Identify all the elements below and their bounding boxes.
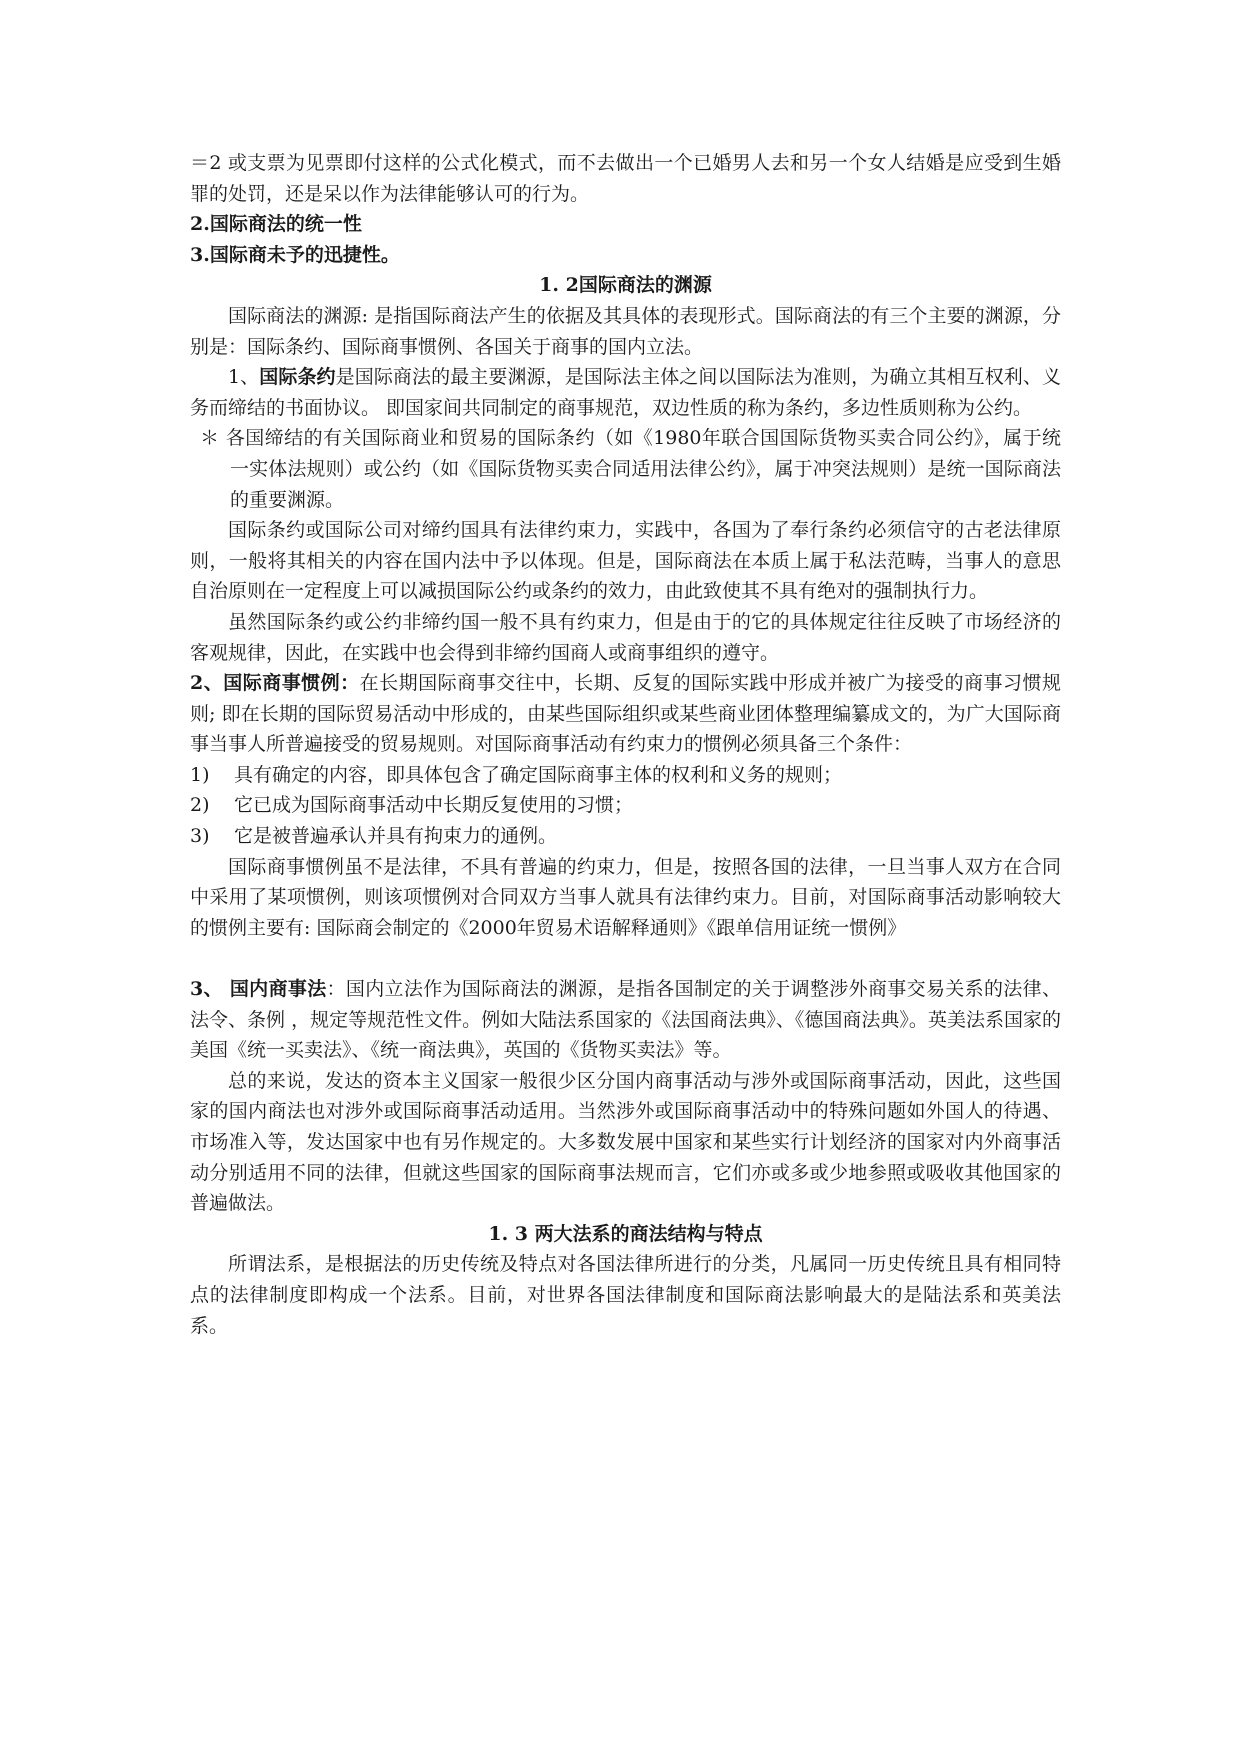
- paragraph-sources: 国际商法的渊源: 是指国际商法产生的依据及其具体的表现形式。国际商法的有三个主要的渊源，分别是：国际条约、国际商事惯例、各国关于商事的国内立法。: [190, 304, 1061, 358]
- list-item: [190, 790, 1061, 821]
- list-number: 3): [190, 825, 210, 848]
- treaty-term: 国际条约: [259, 366, 336, 389]
- list-text: 它已成为国际商事活动中长期反复使用的习惯；: [234, 794, 634, 817]
- paragraph-binding: 国际条约或国际公司对缔约国具有法律约束力，实践中，各国为了奉行条约必须信守的古老法律原则，一般将其相关的内容在国内法中予以体现。但是，国际商法在本质上属于私法范畴，当事人的意思自治原则在一定程度上可以减损国际公约或条约的效力，由此致使其不具有绝对的强制执行力。: [190, 519, 1061, 603]
- bullet-treaties: ＊ 各国缔结的有关国际商业和贸易的国际条约（如《1980年联合国国际货物买卖合同公约》，属于统一实体法规则）或公约（如《国际货物买卖合同适用法律公约》，属于冲突法规则）是统一国际商法的重要渊源。: [200, 427, 1061, 511]
- list-item: [190, 821, 1061, 852]
- domestic-label: 3、 国内商事法: [190, 978, 327, 1001]
- custom-text: 在长期国际商事交往中，长期、反复的国际实践中形成并被广为接受的商事习惯规则; 即在长期的国际贸易活动中形成的，由某些国际组织或某些商业团体整理编纂成文的，为广大国际商事当事人所普遍接受的贸易规则。对国际商事活动有约束力的惯例必须具备三个条件：: [190, 672, 1061, 756]
- paragraph-nonparty: 虽然国际条约或公约非缔约国一般不具有约束力，但是由于的它的具体规定往往反映了市场经济的客观规律，因此，在实践中也会得到非缔约国商人或商事组织的遵守。: [190, 610, 1061, 664]
- list-number: 1): [190, 763, 210, 786]
- paragraph-legal-family: 所谓法系，是根据法的历史传统及特点对各国法律所进行的分类，凡属同一历史传统且具有相同特点的法律制度即构成一个法系。目前，对世界各国法律制度和国际商法影响最大的是陆法系和英美法系。: [190, 1253, 1061, 1337]
- blank-line: [190, 943, 1061, 974]
- section-title-1-2: 1. 2国际商法的渊源: [539, 274, 712, 297]
- heading-speed: 3.国际商未予的迅捷性。: [190, 243, 400, 266]
- section-title-1-3: 1. 3 两大法系的商法结构与特点: [488, 1222, 763, 1245]
- treaty-number: 1、: [228, 366, 260, 389]
- paragraph-custom-binding: 国际商事惯例虽不是法律，不具有普遍的约束力，但是，按照各国的法律，一旦当事人双方在合同中采用了某项惯例，则该项惯例对合同双方当事人就具有法律约束力。目前，对国际商事活动影响较大的惯例主要有: 国际商会制定的《2000年贸易术语解释通则》《跟单信用证统一惯例》: [190, 855, 1061, 939]
- treaty-text: 是国际商法的最主要渊源，是国际法主体之间以国际法为准则，为确立其相互权利、义务而缔结的书面协议。 即国家间共同制定的商事规范，双边性质的称为条约，多边性质则称为公约。: [190, 366, 1061, 419]
- list-text: 具有确定的内容，即具体包含了确定国际商事主体的权利和义务的规则；: [234, 763, 843, 786]
- paragraph-treaty: [190, 362, 1061, 423]
- paragraph-continuation: ＝2 或支票为见票即付这样的公式化模式，而不去做出一个已婚男人去和另一个女人结婚是应受到生婚罪的处罚，还是呆以作为法律能够认可的行为。: [190, 152, 1061, 205]
- list-number: 2): [190, 794, 210, 817]
- paragraph-developed: 总的来说，发达的资本主义国家一般很少区分国内商事活动与涉外或国际商事活动，因此，这些国家的国内商法也对涉外或国际商事活动适用。当然涉外或国际商事活动中的特殊问题如外国人的待遇、市场准入等，发达国家中也有另作规定的。大多数发展中国家和某些实行计划经济的国家对内外商事活动分别适用不同的法律，但就这些国家的国际商事法规而言，它们亦或多或少地参照或吸收其他国家的普遍做法。: [190, 1069, 1061, 1215]
- paragraph-custom: [190, 668, 1061, 760]
- list-item: [190, 760, 1061, 791]
- heading-unity: 2.国际商法的统一性: [190, 213, 362, 236]
- custom-label: 2、国际商事惯例：: [190, 672, 360, 695]
- list-text: 它是被普遍承认并具有拘束力的通例。: [234, 825, 558, 848]
- paragraph-domestic: [190, 974, 1061, 1066]
- domestic-text: ：国内立法作为国际商法的渊源，是指各国制定的关于调整涉外商事交易关系的法律、法令、条例 ，规定等规范性文件。例如大陆法系国家的《法国商法典》、《德国商法典》。英美法系国家的美国《统一买卖法》、《统一商法典》，英国的《货物买卖法》等。: [190, 978, 1061, 1062]
